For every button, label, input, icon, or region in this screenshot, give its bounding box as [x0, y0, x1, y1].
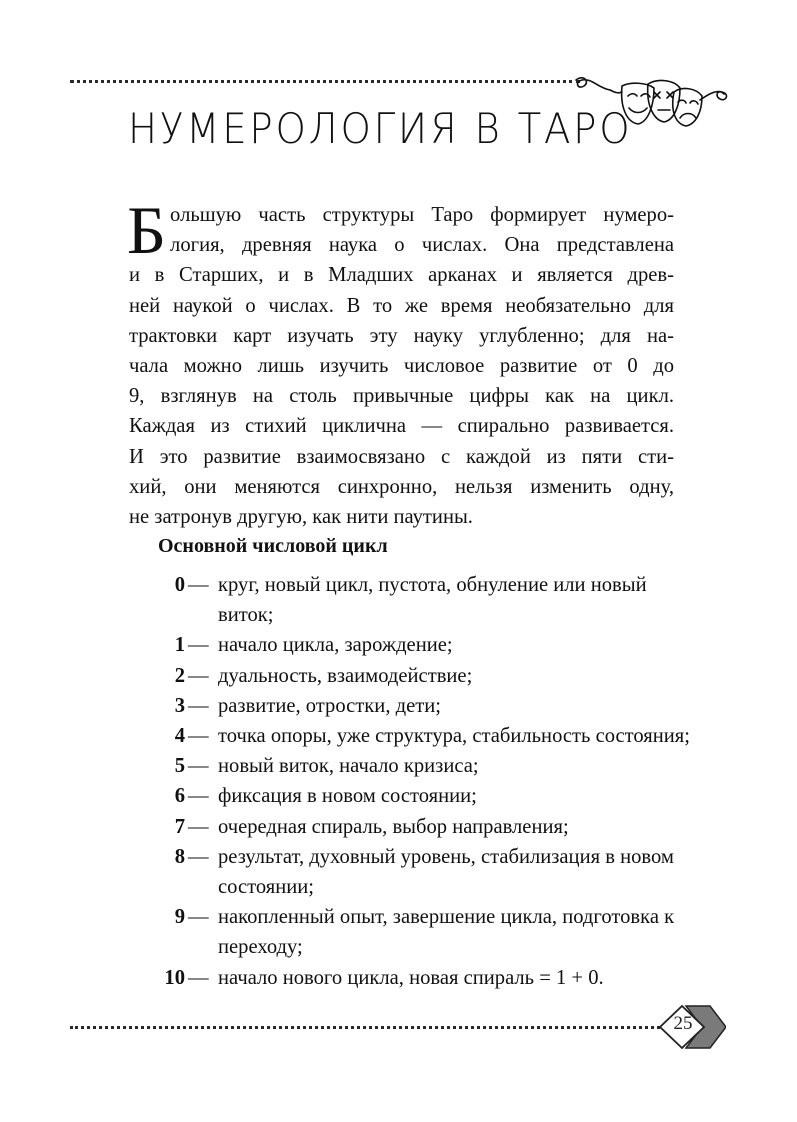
cycle-item [155, 751, 695, 781]
cycle-number: 9 [174, 906, 185, 929]
cycle-dash: — [188, 906, 209, 929]
intro-line: Каждая из стихий циклична — спирально развивается. [129, 415, 674, 438]
intro-line: трактовки карт изучать эту науку углубленно; для на- [129, 324, 674, 347]
intro-line: чала можно лишь изучить числовое развитие от 0 до [129, 355, 674, 378]
cycle-item [155, 661, 695, 691]
cycle-dash: — [188, 845, 209, 868]
cycle-description: начало нового цикла, новая спираль = 1 + 0. [218, 966, 604, 989]
bottom-dotted-rule [70, 1026, 660, 1029]
intro-line: ней наукой о числах. В то же время необязательно для [129, 294, 674, 317]
cycle-dash: — [188, 634, 209, 657]
cycle-dash: — [188, 966, 209, 989]
cycle-number: 8 [174, 845, 185, 868]
cycle-item [155, 781, 695, 811]
cycle-dash: — [188, 785, 209, 808]
cycle-number: 2 [174, 664, 185, 687]
cycle-description: развитие, отростки, дети; [218, 694, 441, 717]
intro-line: не затронув другую, как нити паутины. [129, 506, 473, 529]
cycle-number: 0 [174, 574, 185, 596]
cycle-dash: — [188, 664, 209, 687]
cycle-dash: — [188, 755, 209, 778]
cycle-dash: — [188, 574, 209, 596]
intro-line: хий, они меняются синхронно, нельзя изменить одну, [129, 475, 674, 498]
intro-paragraph [127, 192, 674, 532]
cycle-description: накопленный опыт, завершение цикла, подготовка к переходу; [218, 906, 675, 959]
cycle-item [155, 570, 695, 630]
page-title: НУМЕРОЛОГИЯ В ТАРО [128, 104, 633, 153]
top-dotted-rule [70, 80, 580, 83]
intro-line: и в Старших, и в Младших арканах и является древ- [129, 264, 674, 287]
section-heading: Основной числовой цикл [158, 535, 388, 557]
intro-line: И это развитие взаимосвязано с каждой из пяти сти- [129, 445, 674, 468]
cycle-number: 1 [174, 634, 185, 657]
cycle-item [155, 812, 695, 842]
page-number: 25 [673, 1013, 693, 1034]
cycle-description: результат, духовный уровень, стабилизация в новом состоянии; [218, 845, 674, 899]
number-cycle-list [155, 570, 695, 993]
cycle-description: точка опоры, уже структура, стабильность состояния; [218, 725, 690, 748]
cycle-number: 10 [164, 966, 185, 989]
cycle-item [155, 721, 695, 751]
cycle-description: круг, новый цикл, пустота, обнуление или новый виток; [218, 574, 647, 627]
cycle-number: 7 [174, 815, 185, 838]
cycle-description: новый виток, начало кризиса; [218, 755, 479, 778]
cycle-item [155, 842, 695, 902]
cycle-number: 3 [174, 694, 185, 717]
intro-line: 9, взглянув на столь привычные цифры как на цикл. [129, 385, 674, 408]
cycle-item [155, 630, 695, 660]
cycle-description: фиксация в новом состоянии; [218, 785, 477, 808]
cycle-description: начало цикла, зарождение; [218, 634, 453, 657]
cycle-number: 6 [174, 785, 185, 808]
cycle-description: дуальность, взаимодействие; [218, 664, 473, 687]
cycle-dash: — [188, 725, 209, 748]
drop-cap: Б [127, 192, 167, 268]
cycle-item [155, 963, 695, 993]
cycle-dash: — [188, 694, 209, 717]
intro-line: ольшую часть структуры Таро формирует нумеро- [170, 204, 674, 226]
cycle-dash: — [188, 815, 209, 838]
cycle-item [155, 691, 695, 721]
cycle-item [155, 902, 695, 962]
cycle-number: 4 [174, 725, 185, 748]
intro-line: логия, древняя наука о числах. Она представлена [170, 234, 674, 257]
cycle-description: очередная спираль, выбор направления; [218, 815, 569, 838]
cycle-number: 5 [174, 755, 185, 778]
